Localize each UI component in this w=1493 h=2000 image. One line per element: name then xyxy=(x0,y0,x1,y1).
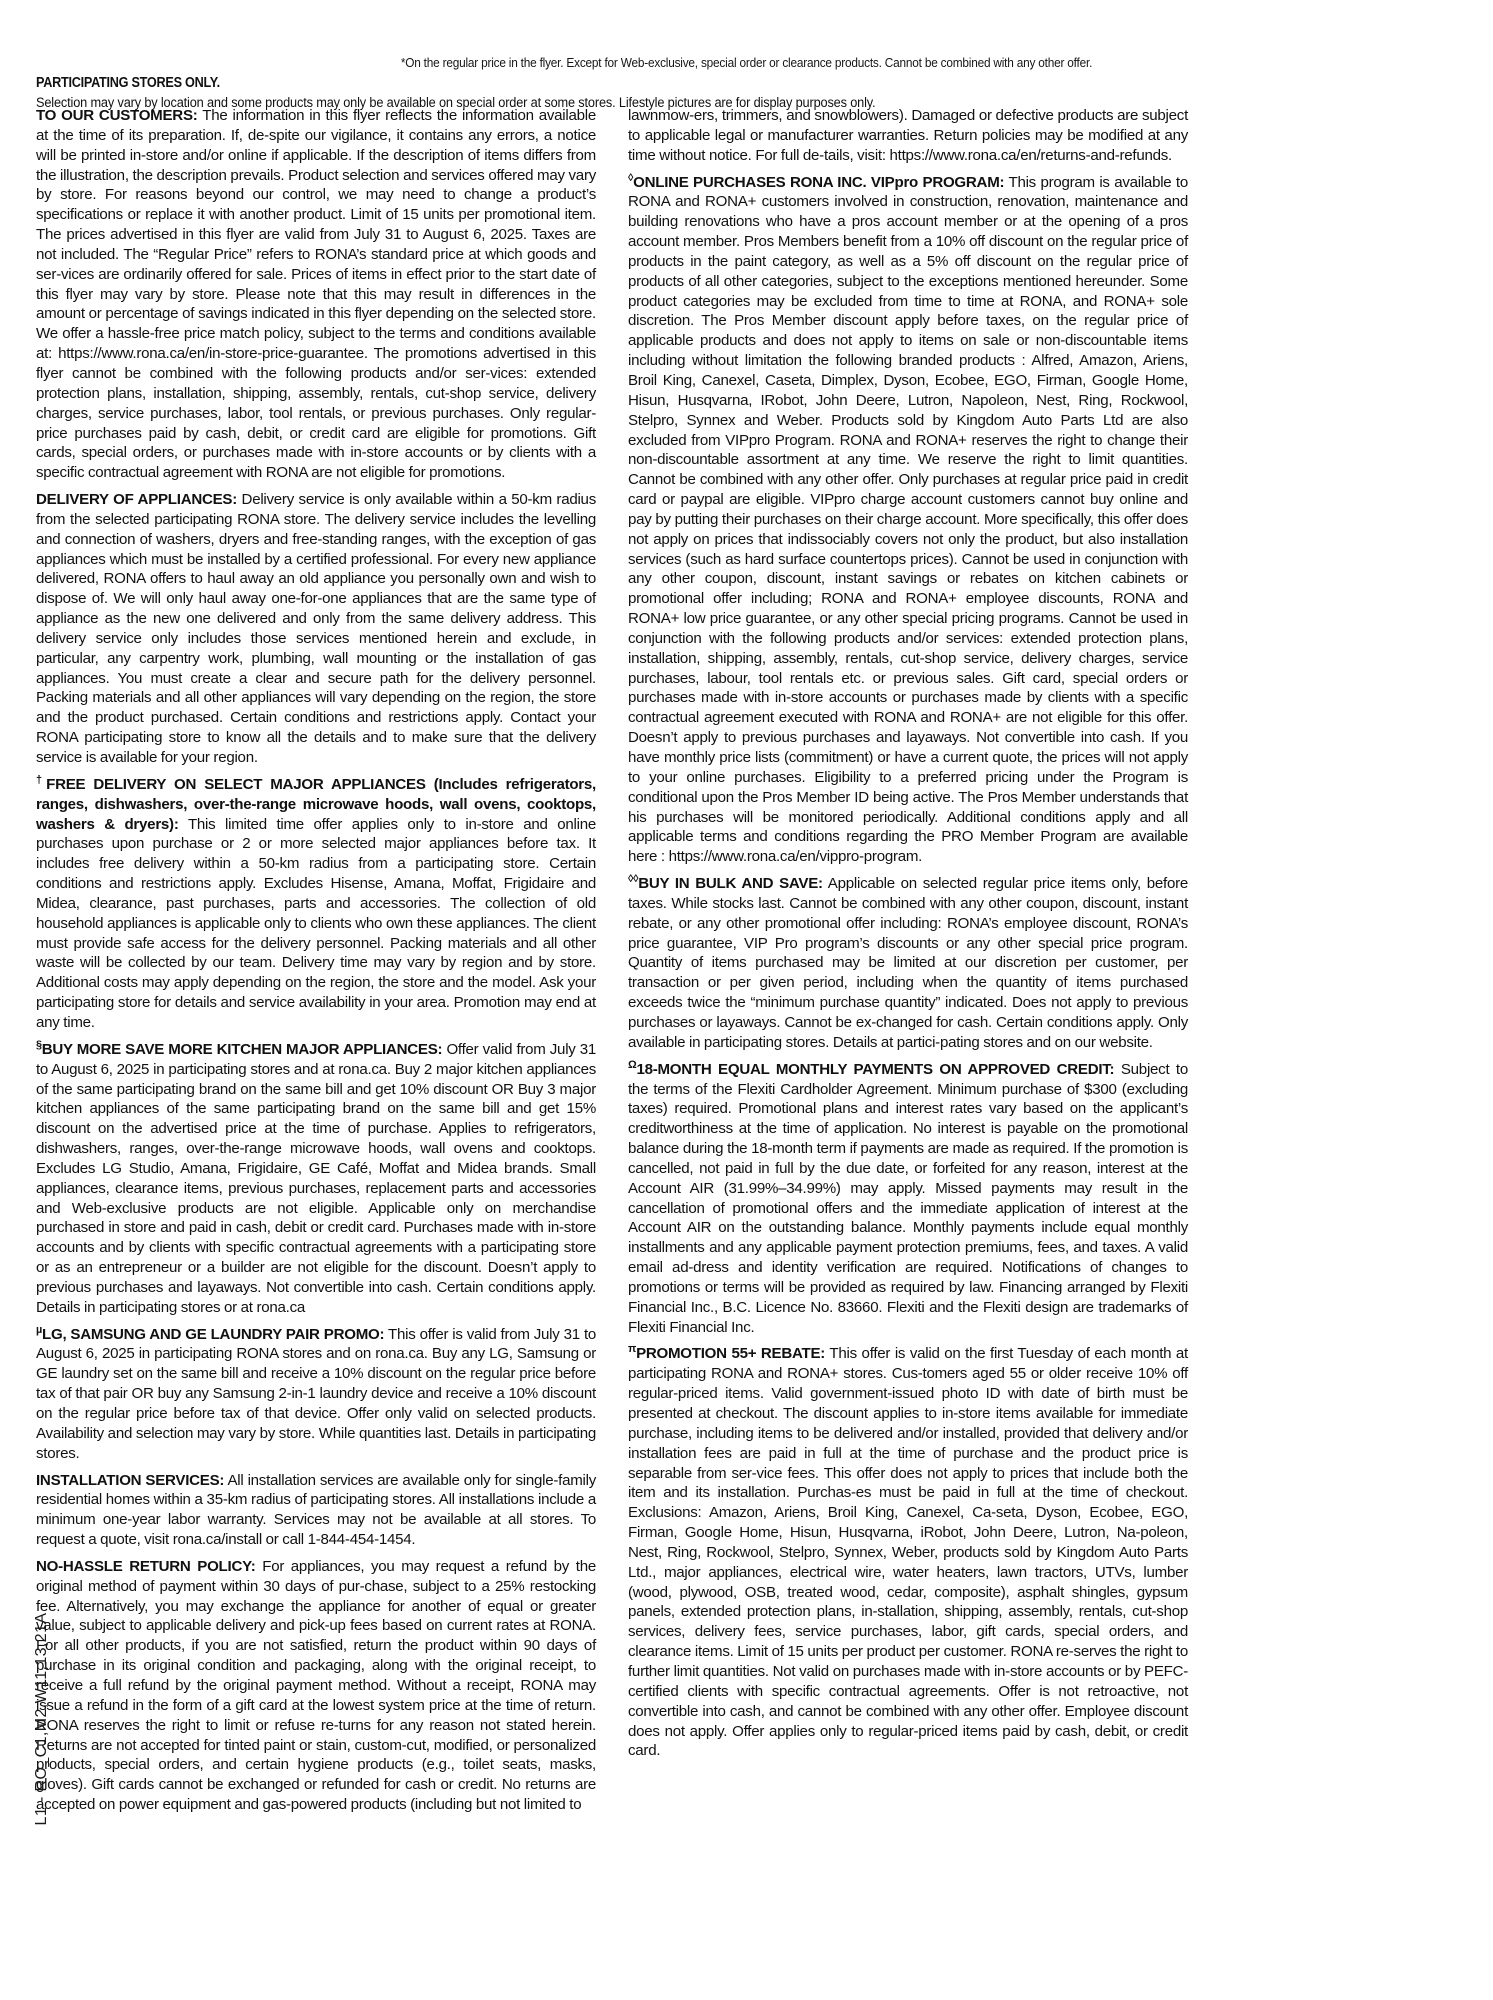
section-body: This offer is valid on the first Tuesday of each month at participating RONA and RONA+ stores. Cus-tomers aged 55 or older receive 10% off regular-priced items. Valid government-issued photo ID with date of birth must be presented at checkout. The discount applies to in-store items available for immediate purchase, including items to be delivered and/or installed, provided that delivery and/or installation fees are paid in full at the time of purchase and the product price is separable from ser-vice fees. This offer does not apply to prices that include both the item and its installation. Purchas-es must be paid in full at the time of checkout. Exclusions: Amazon, Ariens, Broil King, Canexel, Ca-seta, Dyson, Ecobee, EGO, Firman, Google Home, Hisun, Husqvarna, iRobot, John Deere, Lutron, Na-poleon, Nest, Ring, Rockwool, Stelpro, Synnex, Weber, products sold by Kingdom Auto Parts Ltd., major appliances, electrical wire, water heaters, lawn tractors, UTVs, lumber (wood, plywood, OSB, treated wood, cedar, composite), asphalt shingles, gypsum panels, extended protection plans, in-stallation, shipping, assembly, rentals, cut-shop services, delivery fees, service purchases, labor, gift cards, special orders, and clearance items. Limit of 15 units per product per customer. RONA re-serves the right to further limit quantities. Not valid on purchases made with in-store accounts or by PEFC-certified clients with specific contractual agreements. Offer is not retroactive, not convertible into cash, and cannot be combined with any other offer. Employee discount does not apply. Offer applies only to regular-priced items paid by cash, debit, or credit card. xyxy=(628,1345,1188,1760)
section-marker: µ xyxy=(36,1323,42,1336)
section-body: Delivery service is only available within a 50-km radius from the selected participating RONA store. The delivery service includes the levelling and connection of washers, dryers and free-standing ranges, with the exception of gas appliances which must be installed by a certified professional. For every new appliance delivered, RONA offers to haul away an old appliance you personally own and wish to dispose of. We will only haul away one-for-one appliances that are the same type of appliance as the new one delivered and only from the same delivery address. This delivery service only includes those services mentioned herein and exclude, in particular, any carpentry work, plumbing, wall mounting or the installation of gas appliances. You must create a clear and secure path for the delivery personnel. Packing materials and all other appliances will vary depending on the region, the store and the product purchased. Certain conditions and restrictions apply. Contact your RONA participating store to know all the details and to make sure that the delivery service is available for your region. xyxy=(36,491,596,766)
section-heading: BUY IN BULK AND SAVE: xyxy=(638,875,823,893)
participating-stores-notice: PARTICIPATING STORES ONLY. xyxy=(36,75,220,91)
terms-section-no-hassle-return-policy xyxy=(36,1557,596,1815)
section-heading: FREE DELIVERY ON SELECT MAJOR APPLIANCES (Includes refrigerators, ranges, dishwashers, over-the-range microwave hoods, wall ovens, cooktops, washers & dryers): xyxy=(36,775,596,833)
section-body: Subject to the terms of the Flexiti Cardholder Agreement. Minimum purchase of $300 (excluding taxes) required. Promotional plans and interest rates vary based on the applicant’s creditworthiness at the time of application. No interest is payable on the promotional balance during the 18-month term if payments are made as required. If the promotion is cancelled, not paid in full by the due date, or forfeited for any reason, interest at the Account AIR (31.99%–34.99%) may apply. Missed payments may result in the cancellation of promotional offers and the immediate application of interest at the Account AIR on the outstanding balance. Monthly payments include equal monthly installments and any applicable payment protection premiums, fees, and taxes. A valid email ad-dress and identity verification are required. Notifications of changes to promotions or terms will be provided as required by law. Financing arranged by Flexiti Financial Inc., B.C. Licence No. 83660. Flexiti and the Flexiti design are trademarks of Flexiti Financial Inc. xyxy=(628,1060,1188,1336)
selection-availability-note: Selection may vary by location and some products may only be available on special order at some stores. Lifestyle pictures are for display purposes only. xyxy=(36,94,876,111)
terms-section-promotion-55-rebate xyxy=(628,1344,1188,1761)
section-body: The information in this flyer reflects the information available at the time of its preparation. If, de-spite our vigilance, it contains any errors, a notice will be printed in-store and/or online if applicable. If the description of items differs from the illustration, the description prevails. Product selection and services offered may vary by store. For reasons beyond our control, we may need to change a product’s specifications or replace it with another product. Limit of 15 units per promotional item. The prices advertised in this flyer are valid from July 31 to August 6, 2025. Taxes are not included. The “Regular Price” refers to RONA’s standard price at which goods and ser-vices are ordinarily offered for sale. Prices of items in effect prior to the start date of this flyer may vary by store. Please note that this may result in differences in the amount or percentage of savings indicated in this flyer depending on the selected store. We offer a hassle-free price match policy, subject to the terms and conditions available at: https://www.rona.ca/en/in-store-price-guarantee. The promotions advertised in this flyer cannot be combined with the following products and/or ser-vices: extended protection plans, installation, shipping, assembly, rentals, cut-shop service, delivery charges, service purchases, labor, tool rentals, or previous purchases. Only regular-price purchases paid by cash, debit, or credit card are eligible for promotions. Gift cards, special orders, or purchases made with in-store accounts or by clients with a specific contractual agreement with RONA are not eligible for promotions. xyxy=(36,107,596,482)
section-body: All installation services are available only for single-family residential homes within a 35-km radius of participating stores. All installations include a minimum one-year labor warranty. Services may not be available at all stores. To request a quote, visit rona.ca/install or call 1-844-454-1454. xyxy=(36,1471,597,1549)
terms-section-buy-more-save-more xyxy=(36,1040,596,1318)
section-body: Applicable on selected regular price items only, before taxes. While stocks last. Cannot be combined with any other coupon, discount, instant rebate, or any other promotional offer including: RONA’s employee discount, RONA’s price guarantee, VIP Pro program’s discounts or any other special price program. Quantity of items purchased may be limited at our discretion per customer, per transaction or per given period, including when the quantity of items purchased exceeds twice the “minimum purchase quantity” indicated. Does not apply to previous purchases or layaways. Cannot be ex-changed for cash. Certain conditions apply. Only available in participating stores. Details at partici-pating stores and on our website. xyxy=(628,875,1189,1051)
section-heading: TO OUR CUSTOMERS: xyxy=(36,107,198,124)
section-body: For appliances, you may request a refund by the original method of payment within 30 days of pur-chase, subject to a 25% restocking fee. Alternatively, you may exchange the appliance for another of equal or greater value, subject to applicable delivery and pick-up fees based on current rates at RONA. For all other products, if you are not satisfied, return the product within 90 days of purchase in its original condition and packaging, along with the original receipt, to receive a full refund by the original payment method. Without a receipt, RONA may issue a refund in the form of a gift card at the lowest system price at the time of return. RONA reserves the right to limit or refuse re-turns for any reason not stated herein. Returns are not accepted for tinted paint or stain, custom-cut, modified, or personalized products, special orders, and certain hygiene products (e.g., toilet seats, masks, gloves). Gift cards cannot be exchanged or refunded for cash or credit. No returns are accepted on power equipment and gas-powered products (including but not limited to xyxy=(36,1557,596,1814)
section-body: This offer is valid from July 31 to August 6, 2025 in participating RONA stores and on rona.ca. Buy any LG, Samsung or GE laundry set on the same bill and receive a 10% discount on the regular price before tax of that pair OR buy any Samsung 2-in-1 laundry device and receive a 10% discount on the regular price before tax of that device. Offer only valid on selected products. Availability and selection may vary by store. While quantities last. Details in participating stores. xyxy=(36,1325,597,1462)
terms-section-18-month-equal-payments xyxy=(628,1060,1188,1338)
top-disclaimer: *On the regular price in the flyer. Except for Web-exclusive, special order or clearance products. Cannot be combined with any other offer. xyxy=(400,56,1093,70)
terms-section-laundry-pair-promo xyxy=(36,1325,596,1464)
terms-section-to-our-customers xyxy=(36,106,596,483)
right-text-column xyxy=(628,106,1188,1815)
section-marker: † xyxy=(36,773,47,786)
section-marker: ◊◊ xyxy=(628,873,639,886)
terms-section-delivery-of-appliances xyxy=(36,490,596,768)
section-heading: INSTALLATION SERVICES: xyxy=(36,1471,225,1489)
section-body: This limited time offer applies only to in-store and online purchases upon purchase or 2 or more selected major appliances before tax. It includes free delivery within a 50-km radius from a participating store. Certain conditions and restrictions apply. Excludes Hisense, Amana, Moffat, Frigidaire and Midea, clearance, past purchases, parts and accessories. The collection of old household appliances is applicable only to clients who own these appliances. The client must provide safe access for the delivery personnel. Packing materials and all other waste will be collected by our team. Delivery time may vary by region and by store. Additional costs may apply depending on the region, the store and the model. Ask your participating store for details and service availability in your area. Promotion may end at any time. xyxy=(36,815,596,1031)
left-text-column xyxy=(36,106,596,1815)
section-heading: PROMOTION 55+ REBATE: xyxy=(636,1345,826,1363)
section-heading: BUY MORE SAVE MORE KITCHEN MAJOR APPLIANCES: xyxy=(41,1040,443,1058)
terms-section-installation-services xyxy=(36,1471,596,1550)
terms-section-free-delivery-major-appliances xyxy=(36,775,596,1033)
terms-body xyxy=(36,106,1460,1815)
section-heading: NO-HASSLE RETURN POLICY: xyxy=(36,1557,256,1575)
section-heading: LG, SAMSUNG AND GE LAUNDRY PAIR PROMO: xyxy=(42,1325,385,1343)
section-marker: ◊ xyxy=(628,171,634,184)
section-heading: 18-MONTH EQUAL MONTHLY PAYMENTS ON APPROVED CREDIT: xyxy=(636,1060,1115,1078)
section-marker: Ω xyxy=(628,1058,637,1071)
margin-version-code: L1 - RO_C1,M2,W11,13,21A xyxy=(33,1612,50,1826)
section-heading: DELIVERY OF APPLIANCES: xyxy=(36,491,237,509)
section-body: lawnmow-ers, trimmers, and snowblowers). Damaged or defective products are subject to applicable legal or manufacturer warranties. Return policies may be modified at any time without notice. For full de-tails, visit: https://www.rona.ca/en/returns-and-refunds. xyxy=(628,107,1188,164)
section-heading: ONLINE PURCHASES RONA INC. VIPpro PROGRAM: xyxy=(633,173,1005,191)
section-marker: § xyxy=(36,1038,42,1051)
terms-section-buy-in-bulk-and-save xyxy=(628,874,1188,1053)
section-body: This program is available to RONA and RONA+ customers involved in construction, renovation, maintenance and building renovations who have a pros account member or at the opening of a pros account member. Pros Members benefit from a 10% off discount on the regular price of products in the paint category, as well as a 5% off discount on the regular price of products of all other categories, subject to the exceptions mentioned hereunder. Some product categories may be excluded from time to time at RONA, and RONA+ sole discretion. The Pros Member discount apply before taxes, on the regular price of applicable products and does not apply to items on sale or non-discountable items including without limitation the following branded products : Alfred, Amazon, Ariens, Broil King, Canexel, Caseta, Dimplex, Dyson, Ecobee, EGO, Firman, Google Home, Hisun, Husqvarna, IRobot, John Deere, Lutron, Napoleon, Nest, Ring, Rockwool, Stelpro, Synnex and Weber. Products sold by Kingdom Auto Parts Ltd are also excluded from VIPpro Program. RONA and RONA+ reserves the right to change their non-discountable assortment at any time. We reserve the right to limit quantities. Cannot be combined with any other offer. Only purchases at regular price paid in credit card or paypal are eligible. VIPpro charge account customers cannot buy online and pay by putting their purchases on their charge account. More specifically, this offer does not apply on prices that indissociably covers not only the product, but also installation services (such as hard surface countertops prices). Cannot be used in conjunction with any other coupon, discount, instant savings or rebates on kitchen cabinets or promotional offer including; RONA and RONA+ employee discounts, RONA and RONA+ low price guarantee, or any other special pricing programs. Cannot be used in conjunction with the following products and/or services: extended protection plans, installation, shipping, assembly, rentals, cut-shop service, delivery charges, service purchases, labour, tool rentals etc. or previous sales. Gift card, special orders or purchases made with in-store accounts or purchases made by clients with a specific contractual agreement executed with RONA and RONA+ are not eligible for this offer. Doesn’t apply to previous purchases and layaways. Not convertible into cash. If you have monthly price lists (commitment) or have a current quote, the prices will not apply to your online purchases. Eligibility to a preferred pricing under the Program is conditional upon the Pros Member ID being active. The Pros Member understands that his purchases will be monitored periodically. Additional conditions apply and all applicable terms and conditions regarding the PRO Member Program are available here : https://www.rona.ca/en/vippro-program. xyxy=(628,173,1188,866)
section-marker: π xyxy=(628,1343,637,1356)
terms-section-returns-continued xyxy=(628,106,1188,166)
section-body: Offer valid from July 31 to August 6, 2025 in participating stores and at rona.ca. Buy 2 major kitchen appliances of the same participating brand on the same bill and get 10% discount OR Buy 3 major kitchen appliances of the same participating brand on the same bill and get 15% discount on the advertised price at the time of purchase. Applies to refrigerators, dishwashers, ranges, over-the-range microwave hoods, wall ovens and cooktops. Excludes LG Studio, Amana, Frigidaire, GE Café, Moffat and Midea brands. Small appliances, clearance items, previous purchases, replacement parts and accessories and Web-exclusive products are not eligible. Applicable only on merchandise purchased in store and paid in cash, debit or credit card. Purchases made with in-store accounts and by clients with specific contractual agreements with a participating store or as an entrepreneur or a builder are not eligible for the discount. Doesn’t apply to previous purchases and layaways. Not convertible into cash. Certain conditions apply. Details in participating stores or at rona.ca xyxy=(36,1040,596,1316)
terms-section-online-purchases-vippro xyxy=(628,173,1188,868)
